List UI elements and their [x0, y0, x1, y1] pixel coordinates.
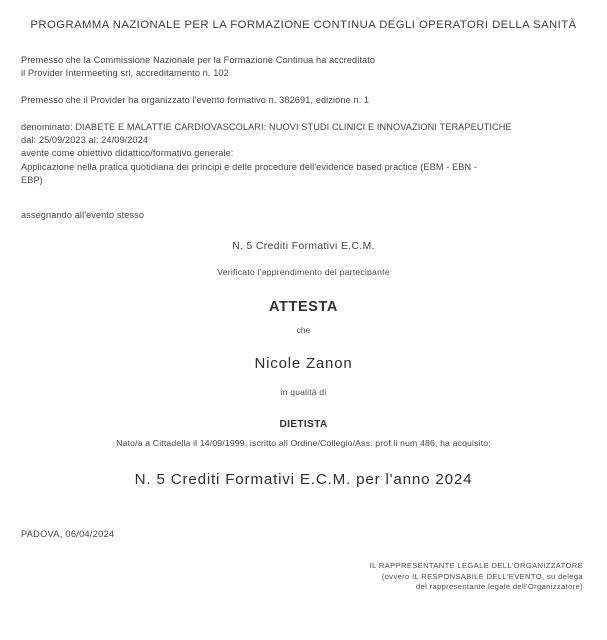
signature-line-3: del rappresentante legale dell'Organizzatore): [415, 582, 583, 592]
assigning-text: assegnando all'evento stesso: [21, 210, 145, 220]
event-premise: [21, 94, 369, 107]
acquired-credits: N. 5 Crediti Formativi E.C.M. per l'anno 2024: [134, 471, 473, 488]
event-credits: N. 5 Crediti Formativi E.C.M.: [232, 241, 375, 252]
in-qualita-label: in qualità di: [280, 387, 327, 397]
event-premise-line: Premesso che il Provider ha organizzato l'evento formativo n. 382691, edizione n. 1: [21, 95, 370, 105]
event-name: denominato: DIABETE E MALATTIE CARDIOVASCOLARI: NUOVI STUDI CLINICI E INNOVAZIONI TERAPEUTICHE: [21, 122, 512, 132]
commission-premise-line-1: Premesso che la Commissione Nazionale per la Formazione Continua ha accreditato: [21, 55, 376, 65]
objective-text-line-2: EBP): [21, 174, 43, 185]
objective-label: avente come obiettivo didattico/formativo generale:: [21, 148, 234, 159]
event-dates: dal: 25/09/2023 al: 24/09/2024: [21, 135, 149, 146]
che-text: che: [296, 325, 311, 335]
participant-birth-info: Nato/a a Cittadella il 14/09/1999, iscritto all Ordine/Collegio/Ass. prof.li num 486, ha acquisito:: [116, 438, 491, 448]
signature-line-1: IL RAPPRESENTANTE LEGALE DELL'ORGANIZZATORE: [369, 561, 583, 570]
event-details: [21, 121, 512, 187]
participant-profession: DIETISTA: [279, 419, 328, 430]
place-date: PADOVA, 06/04/2024: [21, 529, 115, 539]
attesta-heading: ATTESTA: [269, 299, 338, 315]
objective-text-line-1: Applicazione nella pratica quotidiana dei principi e delle procedure dell'evidence based practice (EBM - EBN -: [21, 161, 478, 172]
participant-name: Nicole Zanon: [254, 355, 353, 372]
signature-line-2: (ovvero IL RESPONSABILE DELL'EVENTO, su delega: [381, 571, 583, 581]
commission-premise-line-2: il Provider Intermeeting srl, accreditamento n. 102: [21, 68, 229, 79]
signature-block: [370, 561, 583, 593]
commission-premise: [21, 54, 375, 80]
program-title: PROGRAMMA NAZIONALE PER LA FORMAZIONE CONTINUA DEGLI OPERATORI DELLA SANITÀ: [30, 19, 577, 31]
verified-learning-text: Verificato l'apprendimento del partecipante: [217, 267, 390, 277]
